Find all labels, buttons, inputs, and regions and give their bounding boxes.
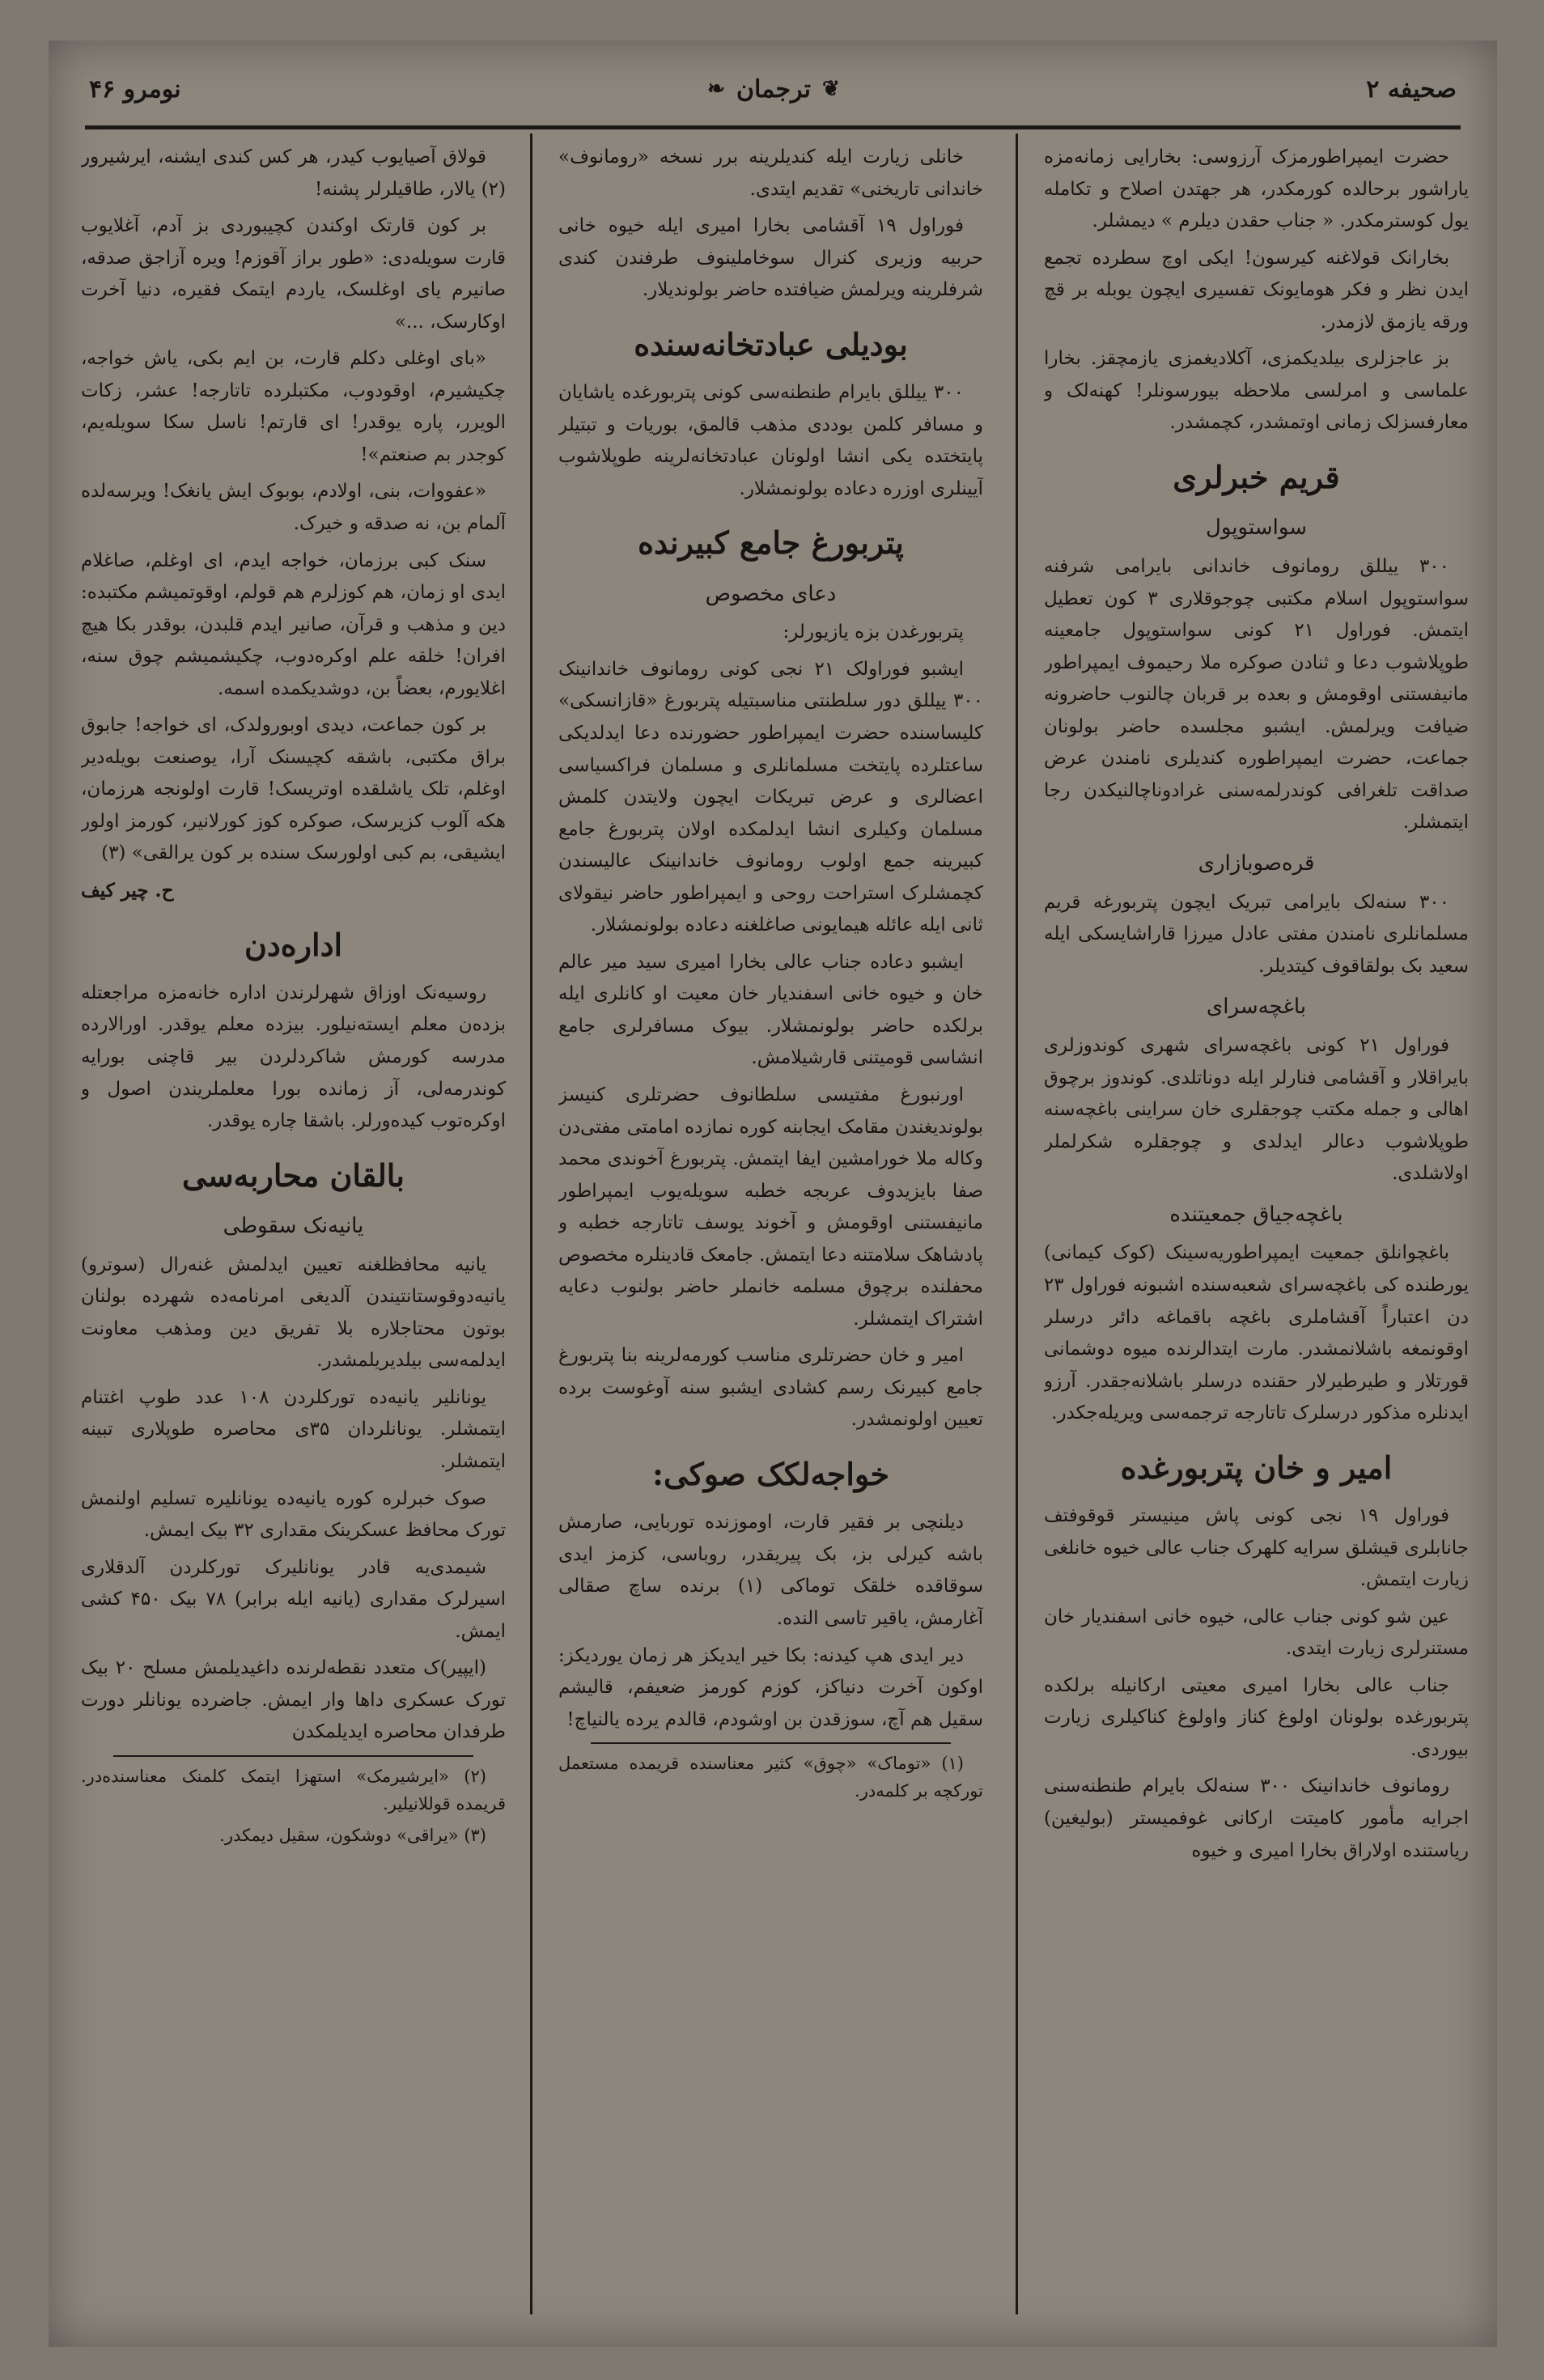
section-heading: خواجه‌لکک صوکی: [651,1456,890,1493]
poem-stanza: سنک کبی برزمان، خواجه ایدم، ای اوغلم، صاغلام ایدی او زمان، هم کوزلرم هم قولم، اوقوتمیشم مکتبده: دین و مذهب و قرآن، صانیر ایدم قلبدن، بوقدر بکا هیچ افران! خلقه علم اوکره‌دوب، چکیشمیشم چوق سنه، اغلایورم، بعضاً بن، دوشدیکمده اسمه. [81,549,506,699]
paragraph: یونانلیر یانیه‌ده تورکلردن ۱۰۸ عدد طوپ اغتنام ایتمشلر. یونانلردان ۳۵ی محاصره طوپلاری تبینه ایتمشلر. [81,1386,506,1473]
paragraph: یانیه محافظلغنه تعیین ایدلمش غنه‌رال (سوترو) یانیه‌دوقوستانتیندن آلدیغی امرنامه‌ده شهرده بولنان بوتون محتاجلاره بلا تفریق دین ومذهب معاونت ایدلمه‌سی بیلدیریلمشدر. [81,1254,506,1372]
poem-stanza: دیر ایدی هپ کیدنه: بکا خیر ایدیکز هر زمان یوردیکز: اوکون آخرت دنیاکز، کوزم کورمز ضعیفم، قالیشم سقیل هم آچ، سوزقدن بن اوشودم، قالدم یرده یالنیاچ! [558,1644,983,1730]
section-heading: بالقان محاربه‌سی [182,1156,405,1194]
paragraph: ایشبو دعاده جناب عالی بخارا امیری سید میر عالم خان و خیوه خانی اسفندیار خان معیت او کانلری ایله برلکده حاضر بولونمشلار. بیوک مسافرلری جامع انشاسی قومیتنی قارشیلامش. [558,951,983,1069]
subheading: سواستوپول [1205,515,1308,541]
masthead [707,75,840,104]
section-heading: اداره‌دن [244,926,343,963]
page-number: صحیفه ۲ [1366,74,1457,104]
column-right [1044,142,1469,2306]
paragraph: ایشبو فوراولک ۲۱ نجی کونی رومانوف خاندانینک ۳۰۰ ییللق دور سلطنتی مناسبتیله پتربورغ «قازانسکی» کلیساسنده حضرت ایمپراطور حضورنده دعا ایدلدیکی ساعتلرده پایتخت مسلمانلری و مسلمان فراکسیاسی اعضالری و عرض تبریکات ایچون ولایتدن کلمش مسلمان وکیلری انشا ایدلمکده اولان پتربورغ جامع کبیرینه جمع اولوب رومانوف خاندانینک عالیسندن کچمشلرک استراحت روحی و ایمپراطور حاضر نیقولای ثانی ایله عائله هیمایونی صاغلغنه دعاده بولونمشلار. [558,658,983,936]
poem-stanza: دیلنچی بر فقیر قارت، اوموزنده توربایی، صارمش باشه کیرلی بز، بک پیریقدر، روباسی، کزمز ایدی سوقاقده خلقک توماکی (۱) برنده ساچ صقالی آغارمش، یاقیر تاسی النده. [558,1512,983,1630]
subheading: دعای مخصوص [705,581,837,606]
paragraph: عین شو کونی جناب عالی، خیوه خانی اسفندیار خان مستنرلری زیارت ایتدی. [1044,1606,1469,1660]
paragraph: اورنبورغ مفتیسی سلطانوف حضرتلری کنیسز بولوندیغندن مقامک ایجابنه کوره نمازده امامتی مفتی‌دن وکاله ملا خورامشین ایفا ایتمش. پتربورغ آخوندی محمد صفا بایزیدوف عربجه خطبه سویله‌یوب ایمپراطور مانیفستنی اوقومش و آخوند یوسف تاتارجه خطبه و پادشاهک سلامتنه دعا ایتمش. جامعک قادینلره مخصوص محفلنده برچوق مسلمه خانملر حاضر بولنوب دعایه اشتراک ایتمشلر. [558,1084,983,1330]
subheading: باغچه‌جیاق جمعیتنده [1169,1202,1343,1227]
author-signature: ح. چیر کیف [81,880,174,902]
paragraph: خانلی زیارت ایله کندیلرینه برر نسخه «رومانوف» خاندانی تاریخنی» تقدیم ایتدی. [558,146,983,200]
poem-stanza: «عفووات، بنی، اولادم، بوبوک ایش یانغک! ویرسه‌لده آلمام بن، نه صدقه و خیرک. [81,481,506,535]
header-rule [85,125,1461,129]
paragraph: باغچوانلق جمعیت ایمپراطوریه‌سینک (کوک کیمانی) یورطنده کی باغچه‌سرای شعبه‌سنده اشبونه فوراول ۲۳ دن اعتباراً آقشاملری باغچه باقماغه دائر درسلر اوقونمغه باشلانمشدر. مارت ایتدالرنده میوه دوشمانی قورتلار و طیرطیرلار حقنده درسلر باشلانه‌جقدر. آرزو ایدنلره مذکور درسلرک تاتارجه ترجمه‌سی ویریله‌جکدر. [1044,1242,1469,1424]
paragraph: صوک خبرلره کوره یانیه‌ده یونانلیره تسلیم اولنمش تورک محافظ عسکرینک مقداری ۳۲ بیک ایمش. [81,1487,506,1542]
paragraph: جناب عالی بخارا امیری معیتی ارکانیله برلکده پتربورغده بولونان اولوغ کناز واولوغ کناکیلری زیارت بیوردی. [1044,1674,1469,1760]
paragraph: پتربورغدن بزه یازیورلر: [783,622,964,643]
poem-stanza: بر کون جماعت، دیدی اوبورولدک، ای خواجه! جابوق براق مکتبی، باشقه کچیسنک آرا، یوصنعت بویله‌دیر اوغلم، تلک یاشلقده اوتریسک! قارت اولونجه هرزمان، هکه آلوب کزیرسک، صوکره کوز کورلانیر، کورمز اولور ایشیقی، بم کبی اولورسک سنده بر کون یرالقی» (۳) [81,715,506,864]
paragraph: شیمدی‌یه قادر یونانلیرک تورکلردن آلدقلاری اسیرلرک مقداری (یانیه ایله برابر) ۷۸ بیک ۴۵۰ کشی ایمش. [81,1556,506,1642]
ornament-icon: ❦ [821,77,840,101]
paper-title: ترجمان [736,74,811,104]
paragraph: ۳۰۰ ییللق رومانوف خاندانی بایرامی شرفنه سواستوپول اسلام مکتبی چوجوقلاری ۳ کون تعطیل ایتمش. فوراول ۲۱ کونی سواستوپول جامعینه طوپلاشوب دعا و ثنادن صوکره ملا رحیموف ایمپراطور مانیفستنی اوقومش و بعده بر قربان چالنوب حاضرونه ضیافت ویرلمش. ایشبو مجلسده حاضر بولونان جماعت، حضرت ایمپراطوره کندیلری نامندن عرض صداقت تلغرافی کوندرلمه‌سنی غرادوناچالنیکدن رجا ایتمشلر. [1044,556,1469,834]
ornament-icon: ❧ [707,77,725,101]
subheading: قره‌صوبازاری [1198,851,1315,876]
poem-stanza: بر کون قارتک اوکندن کچیبوردی بز آدم، آغلایوب قارت سویله‌دی: «طور براز آقوزم! ویره آزاجق صدقه، صانیرم یای اوغلسک، یاردم ایتمک فقیره، دنیا آخرت اوکارسک، ...» [81,215,506,333]
newspaper-page [49,40,1497,2347]
paragraph: فوراول ۲۱ کونی باغچه‌سرای شهری کوندوزلری بایراقلار و آقشامی فنارلر ایله دوناتلدی. کوندوز برچوق اهالی و جمله مکتب چوجقلری خان سراینی باغچه‌سنه طوپلاشوب دعالر ایدلدی و چوجقلره شکرلملر اولاشلدی. [1044,1035,1469,1185]
issue-number: نومرو ۴۶ [89,74,181,104]
paragraph: فوراول ۱۹ آقشامی بخارا امیری ایله خیوه خانی حربیه وزیری کنرال سوخاملینوف طرفندن کندی شرفلرینه ویرلمش ضیافتده حاضر بولوندیلار. [558,215,983,301]
paragraph: بز عاجزلری بیلدیکمزی، آکلادیغمزی یازمچقز. بخارا علماسی و امرلسی ملاحظه بیورسونلر! کهنه‌لک و معارفسزلک زمانی اوتمشدر، کچمشدر. [1044,348,1469,434]
subheading: باغچه‌سرای [1206,995,1307,1020]
paragraph: حضرت ایمپراطورمزک آرزوسی: بخارایی زمانه‌مزه یاراشور برحالده کورمکدر، هر جهتدن اصلاح و تکامله یول کوسترمکدر. « جناب حقدن دیلرم » دیمشلر. [1044,146,1469,232]
footnote: (۳) «یراقی» دوشکون، سقیل دیمکدر. [219,1826,486,1846]
column-middle [558,142,983,2306]
paragraph: امیر و خان حضرتلری مناسب کورمه‌لرینه بنا پتربورغ جامع کبیرنک رسم کشادی ایشبو سنه آوغوست برده تعیین اولونمشدر. [558,1345,983,1431]
section-heading: پتربورغ جامع کبیرنده [638,524,904,562]
page-header [89,57,1457,121]
paragraph: ۳۰۰ ییللق بایرام طنطنه‌سی کونی پتربورغده یاشایان و مسافر کلمن بوددی مذهب قالمق، بوریات و تبتیلر پایتختده یکی انشا اولونان عبادتخانه‌لرینه طوپلاشوب آیینلری اوزره دعاده بولونمشلار. [558,382,983,499]
section-heading: قریم خبرلری [1173,458,1340,495]
footnote-rule [113,1755,473,1757]
subheading: یانیه‌نک سقوطی [223,1214,364,1239]
paragraph: بخارانک قولاغنه کیرسون! ایکی اوچ سطرده تجمع ایدن نظر و فکر هومایونک تفسیری ایچون یوبله بر قچ ورقه یازمق لازمدر. [1044,247,1469,333]
column-divider [530,134,532,2314]
poem-stanza: قولاق آصیایوب کیدر، هر کس کندی ایشنه، ایرشیرور (۲) یالار، طاقیلرلر پشنه! [81,146,506,200]
poem-stanza: «بای اوغلی دکلم قارت، بن ایم بکی، یاش خواجه، چکیشیرم، اوقودوب، مکتبلرده تاتارجه! عشر، زکات الویرر، پاره یوقدر! ای قارتم! ناسل سکا سویله‌یم، کوجدر بم صنعتم»! [81,348,506,465]
paragraph: (ایپیر)ک متعدد نقطه‌لرنده داغیدیلمش مسلح ۲۰ بیک تورک عسکری داها وار ایمش. جاضرده یونانلر دورت طرفدان محاصره ایدیلمکدن [81,1657,506,1743]
footnote: (۱) «توماک» «چوق» کثیر معناسنده قریمده مستعمل تورکچه بر کلمه‌در. [558,1754,983,1801]
paragraph: رومانوف خاندانینک ۳۰۰ سنه‌لک بایرام طنطنه‌سنی اجرایه مأمور کامیتت ارکانی غوفمیستر (بولیغین) ریاستنده اولاراق بخارا امیری و خیوه [1044,1775,1469,1861]
column-left [81,142,506,2306]
paragraph: فوراول ۱۹ نجی کونی پاش مینیستر قوقوفتف جانابلری قیشلق سرایه کلهرک جناب عالی خیوه خانلغی زیارت ایتمش. [1044,1505,1469,1591]
section-heading: امیر و خان پتربورغده [1120,1449,1393,1486]
column-divider [1016,134,1018,2314]
paragraph: ۳۰۰ سنه‌لک بایرامی تبریک ایچون پتربورغه قریم مسلمانلری نامندن مفتی عادل میرزا قاراشایسکی ایله سعید بک بولقاقوف کیتدیلر. [1044,891,1469,977]
footnote-rule [591,1742,951,1744]
footnote: (۲) «ایرشیرمک» استهزا ایتمک کلمنک معناسنده‌در. قریمده قوللانیلیر. [81,1766,506,1814]
paragraph: روسیه‌نک اوزاق شهرلرندن اداره خانه‌مزه مراجعتله بزده‌ن معلم ایسته‌نیلور. بیزده معلم یوقدر. اورالارده مدرسه کورمش شاکردلردن بیر قاچنی بورایه کوندرمه‌لی، آز زمانده بورا معلملریندن اصول و اوکره‌توب کیده‌ورلر. باشقا چاره یوقدر. [81,982,506,1132]
section-heading: بودیلی عبادتخانه‌سنده [634,325,908,363]
